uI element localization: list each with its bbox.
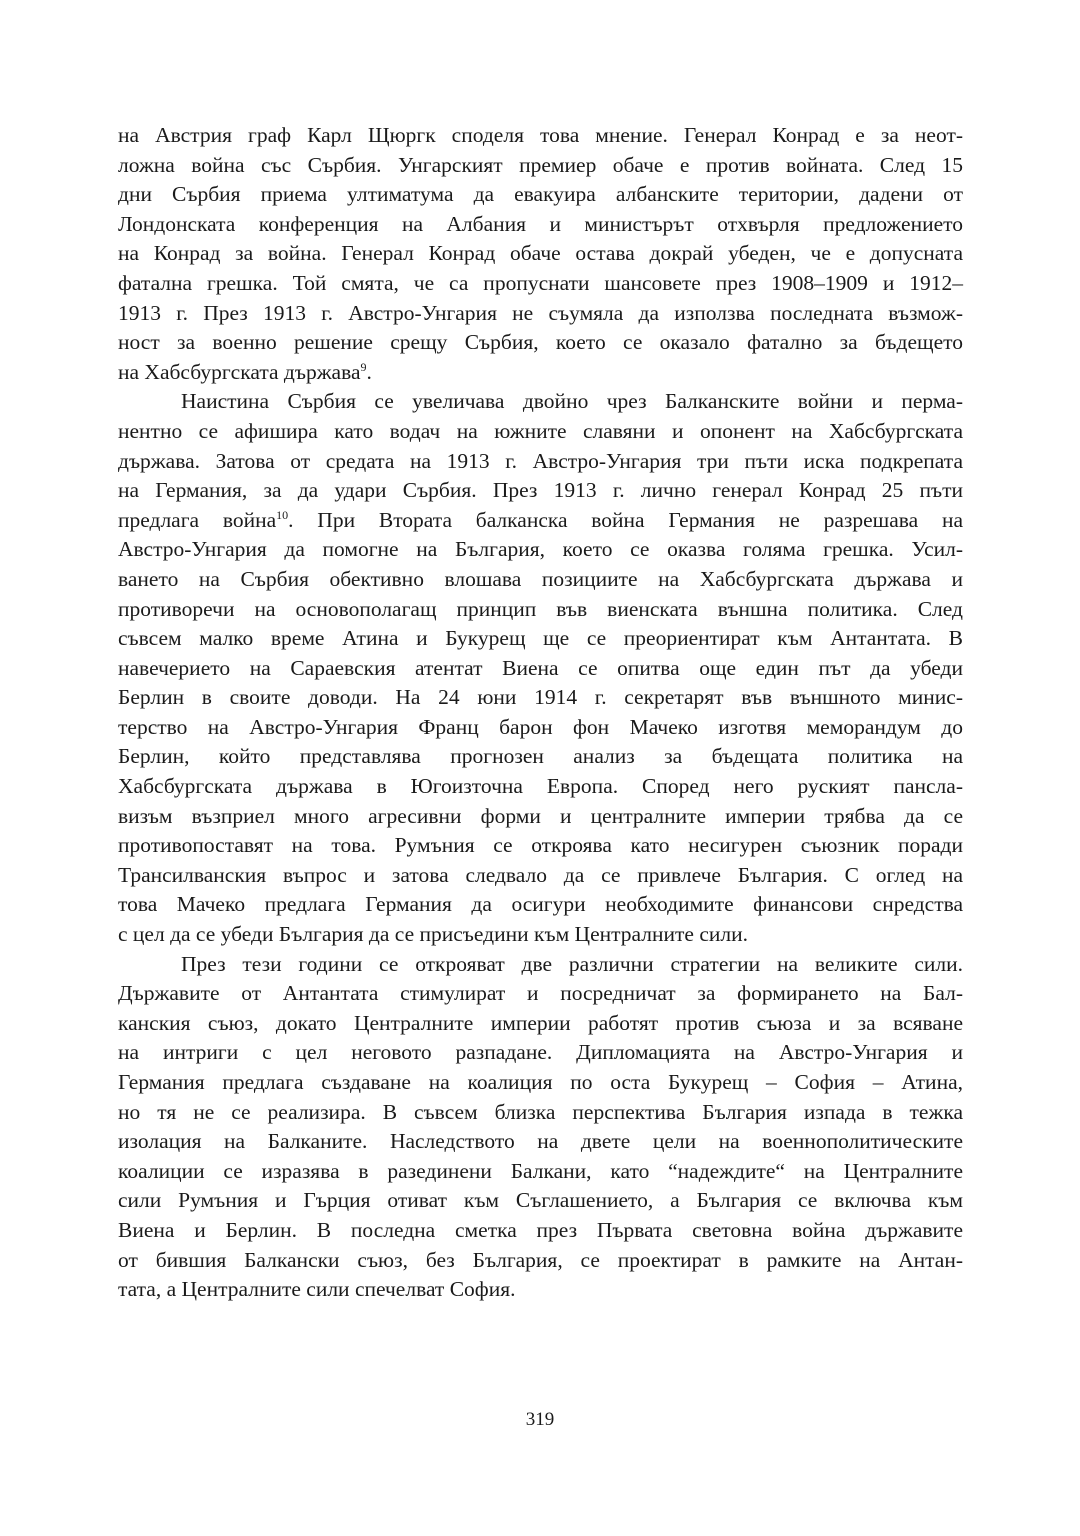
text-line: Трансилванския въпрос и затова следвало да се привлече България. С оглед на	[118, 862, 963, 887]
text-line	[118, 506, 963, 536]
text-line: Германия предлага създаване на коалиция по оста Букурещ – София – Атина,	[118, 1070, 963, 1094]
text-line: това Мачеко предлага Германия да осигури необходимите финансови снредства	[118, 892, 963, 917]
text-fragment: на Хабсбургската държава	[118, 359, 361, 384]
page-number: 319	[525, 1409, 555, 1430]
text-line: но тя не се реализира. В съвсем близка перспектива България изпада в тежка	[118, 1099, 963, 1124]
text-line: сили Румъния и Гърция отиват към Съглашението, а България се включва към	[118, 1188, 963, 1213]
text-line: Берлин, който представлява прогнозен анализ за бъдещата политика на	[118, 744, 963, 769]
text-line: 1913 г. През 1913 г. Австро-Унгария не съумяла да използва последната възмож-	[118, 300, 963, 325]
text-line: на интриги с цел неговото разпадане. Дипломацията на Австро-Унгария и	[118, 1040, 963, 1065]
text-line: нентно се афишира като водач на южните славяни и опонент на Хабсбургската	[118, 418, 963, 443]
text-line: тата, а Централните сили спечелват София.	[118, 1277, 516, 1302]
text-fragment: предлага война	[118, 507, 277, 532]
paragraph-2	[118, 387, 963, 949]
text-line: противопоставят на това. Румъния се откроява като несигурен съюзник поради	[118, 833, 963, 858]
text-fragment: .	[366, 359, 372, 384]
footnote-ref-9[interactable]: 9	[360, 359, 367, 374]
text-line: изолация на Балканите. Наследството на двете цели на военнополитическите	[118, 1129, 963, 1154]
text-line	[118, 358, 963, 388]
text-line: коалиции се изразява в разединени Балкани, като “надеждите“ на Централните	[118, 1158, 963, 1183]
text-line: на Германия, за да удари Сърбия. През 1913 г. лично генерал Конрад 25 пъти	[118, 478, 963, 503]
text-line: Хабсбургската държава в Югоизточна Европа. Според него руският пансла-	[118, 774, 963, 799]
paragraph-1	[118, 121, 963, 387]
text-line: от бившия Балкански съюз, без България, се проектират в рамките на Антан-	[118, 1247, 963, 1272]
text-line: ност за военно решение срещу Сърбия, което се оказало фатално за бъдещето	[118, 330, 963, 355]
text-line: терство на Австро-Унгария Франц барон фон Мачеко изготвя меморандум до	[118, 714, 963, 739]
text-line: Берлин в своите доводи. На 24 юни 1914 г. секретарят във външното минис-	[118, 685, 963, 710]
text-line: ложна война със Сърбия. Унгарският премиер обаче е против войната. След 15	[118, 152, 963, 177]
page-body	[118, 121, 963, 1305]
text-fragment: . При Втората балканска война Германия не разрешава на	[288, 507, 963, 532]
text-line: противоречи на основополагащ принцип във виенската външна политика. След	[118, 596, 963, 621]
footnote-ref-10[interactable]: 10	[276, 507, 289, 522]
text-line: на Австрия граф Карл Щюргк споделя това мнение. Генерал Конрад е за неот-	[118, 123, 963, 147]
text-line: с цел да се убеди България да се присъедини към Централните сили.	[118, 922, 748, 947]
text-line: визъм възприел много агресивни форми и централните империи трябва да се	[118, 803, 963, 828]
text-line: Лондонската конференция на Албания и министърът отхвърля предложението	[118, 211, 963, 236]
text-line: съвсем малко време Атина и Букурещ ще се преориентират към Антантата. В	[118, 626, 963, 651]
text-line: на Конрад за война. Генерал Конрад обаче остава докрай убеден, че е допусната	[118, 241, 963, 266]
text-line: Виена и Берлин. В последна сметка през Първата световна война държавите	[118, 1217, 963, 1242]
text-line: Наистина Сърбия се увеличава двойно чрез Балканските войни и перма-	[181, 389, 963, 414]
text-line: навечерието на Сараевския атентат Виена се опитва още един път да убеди	[118, 655, 963, 680]
text-line: Държавите от Антантата стимулират и посредничат за формирането на Бал-	[118, 981, 963, 1006]
text-line: фатална грешка. Той смята, че са пропуснати шансовете през 1908–1909 и 1912–	[118, 270, 963, 295]
text-line: държава. Затова от средата на 1913 г. Австро-Унгария три пъти иска подкрепата	[118, 448, 963, 473]
text-line: През тези години се открояват две различни стратегии на великите сили.	[181, 951, 963, 976]
paragraph-3	[118, 950, 963, 1305]
text-line: дни Сърбия приема ултиматума да евакуира албанските територии, дадени от	[118, 182, 963, 207]
text-line: Австро-Унгария да помогне на България, което се оказва голяма грешка. Усил-	[118, 537, 963, 562]
text-line: канския съюз, докато Централните империи работят против съюза и за всяване	[118, 1010, 963, 1035]
text-line: ването на Сърбия обективно влошава позициите на Хабсбургската държава и	[118, 566, 963, 591]
